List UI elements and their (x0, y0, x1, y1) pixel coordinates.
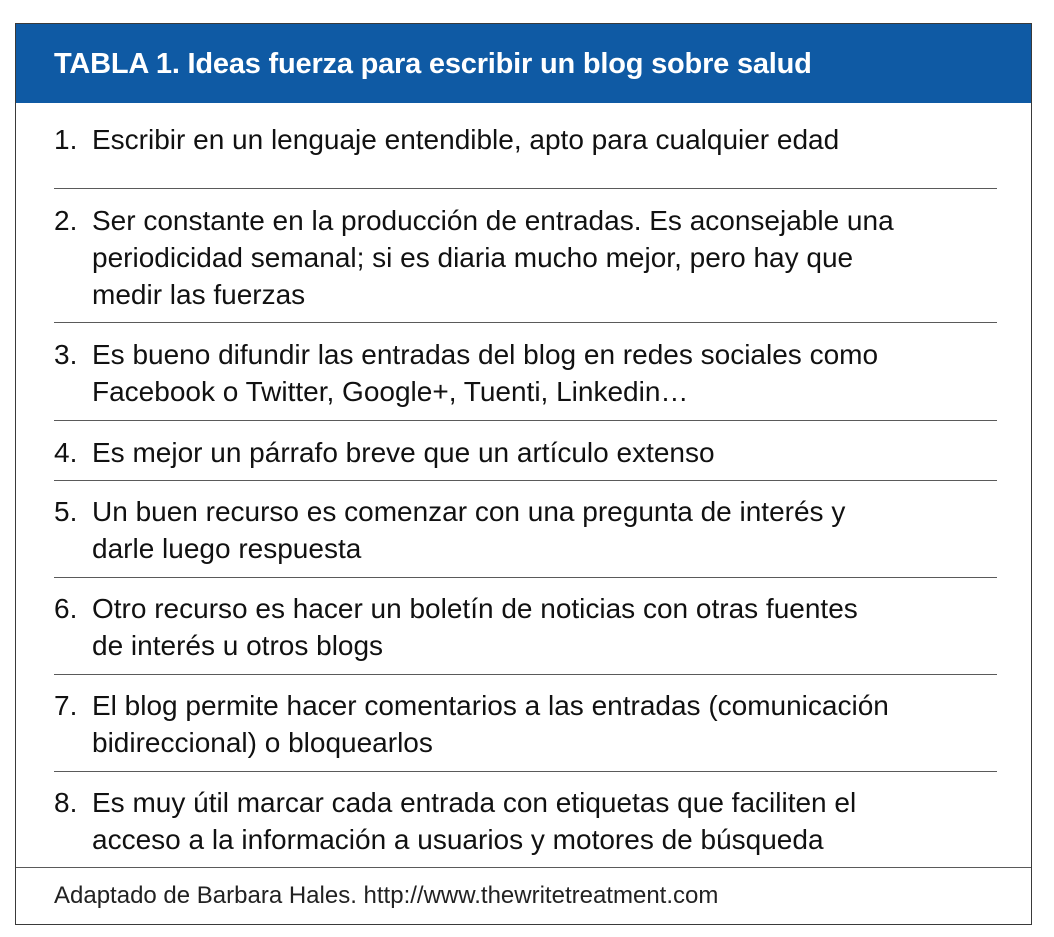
row-divider (54, 674, 997, 675)
list-item (54, 784, 997, 858)
list-item (54, 121, 997, 158)
item-text: Es mejor un párrafo breve que un artículo extenso (92, 437, 715, 468)
list-item (54, 590, 997, 664)
item-text: Es bueno difundir las entradas del blog en redes sociales como Facebook o Twitter, Google+, Tuenti, Linkedin… (92, 339, 879, 407)
item-number: 7. (54, 690, 78, 721)
list-item (54, 493, 997, 567)
item-number: 3. (54, 339, 78, 370)
row-divider (54, 322, 997, 323)
footer-divider (16, 867, 1031, 868)
item-number: 4. (54, 437, 78, 468)
item-text: Escribir en un lenguaje entendible, apto para cualquier edad (92, 124, 840, 155)
row-divider (54, 480, 997, 481)
row-divider (54, 420, 997, 421)
item-text: El blog permite hacer comentarios a las entradas (comunicación bidireccional) o bloquearlos (92, 690, 889, 758)
item-text: Ser constante en la producción de entradas. Es aconsejable una periodicidad semanal; si es diaria mucho mejor, pero hay que medir las fuerzas (92, 205, 894, 310)
table-frame (15, 23, 1032, 925)
table-source-note: Adaptado de Barbara Hales. http://www.thewritetreatment.com (54, 882, 719, 909)
item-number: 6. (54, 593, 78, 624)
row-divider (54, 188, 997, 189)
list-item (54, 434, 997, 471)
item-text: Otro recurso es hacer un boletín de noticias con otras fuentes de interés u otros blogs (92, 593, 858, 661)
list-item (54, 202, 997, 313)
item-number: 8. (54, 787, 78, 818)
item-number: 1. (54, 124, 78, 155)
list-item (54, 336, 997, 410)
table-title: TABLA 1. Ideas fuerza para escribir un blog sobre salud (54, 48, 812, 80)
item-text: Un buen recurso es comenzar con una pregunta de interés y darle luego respuesta (92, 496, 846, 564)
list-item (54, 687, 997, 761)
item-number: 5. (54, 496, 78, 527)
item-number: 2. (54, 205, 78, 236)
table-header (16, 24, 1031, 103)
row-divider (54, 771, 997, 772)
item-text: Es muy útil marcar cada entrada con etiquetas que faciliten el acceso a la información a usuarios y motores de búsqueda (92, 787, 857, 855)
row-divider (54, 577, 997, 578)
